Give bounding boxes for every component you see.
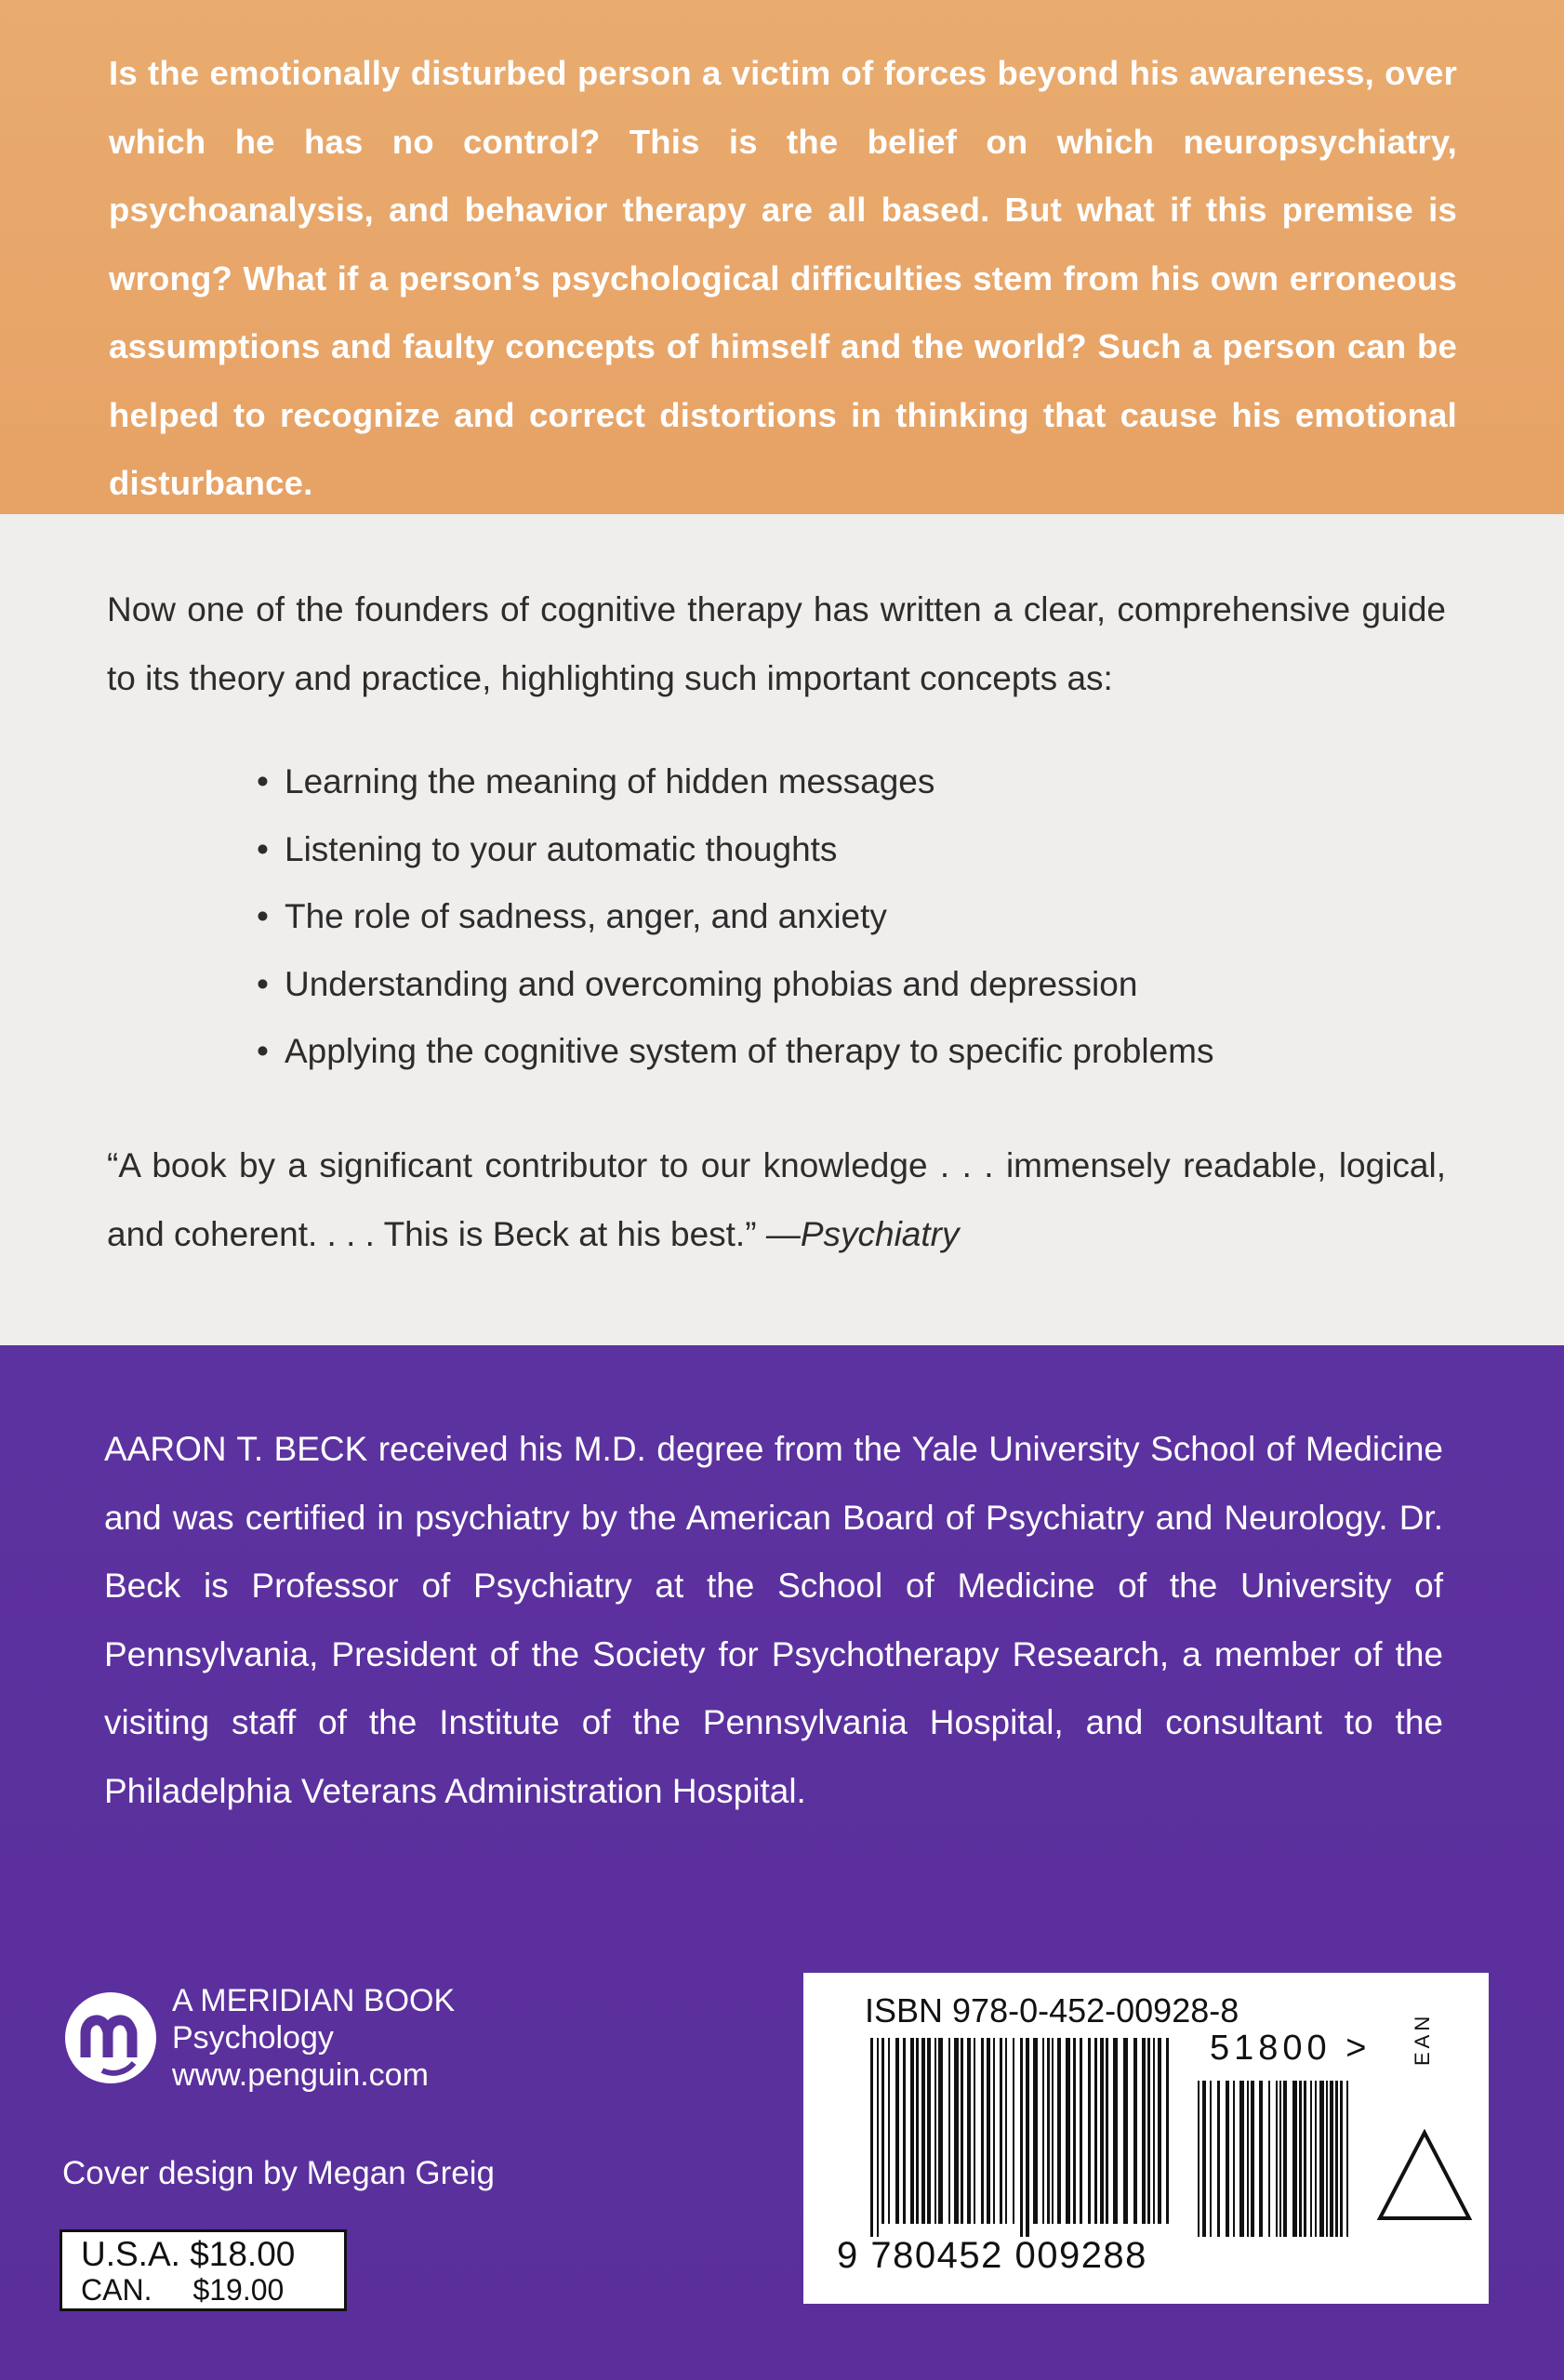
barcode-bar xyxy=(938,2038,943,2224)
barcode-bar xyxy=(1202,2081,1206,2237)
barcode-bar xyxy=(1094,2038,1097,2224)
barcode-bar xyxy=(903,2038,906,2224)
barcode-bar xyxy=(1335,2081,1338,2237)
ean-label: EAN xyxy=(1411,2012,1434,2066)
summary-section xyxy=(0,0,1564,514)
barcode-bar xyxy=(1330,2081,1333,2237)
imprint-name: A MERIDIAN BOOK xyxy=(172,1983,456,2018)
barcode-bar xyxy=(1057,2038,1061,2224)
price-box xyxy=(60,2229,347,2311)
barcode-bar xyxy=(1073,2038,1076,2224)
barcode-bar xyxy=(967,2038,971,2224)
barcode-bar xyxy=(1319,2081,1324,2237)
concept-list xyxy=(257,748,1214,1086)
barcode-box xyxy=(803,1973,1489,2304)
barcode-bar xyxy=(877,2038,879,2237)
barcode-bar xyxy=(1066,2038,1070,2224)
barcode-bar xyxy=(987,2038,990,2224)
barcode-bar xyxy=(1259,2081,1263,2237)
usa-price-amount: $18.00 xyxy=(190,2235,296,2273)
summary-text: Is the emotionally disturbed person a victim of forces beyond his awareness, over which he has no control? This is the belief on which neuropsychiatry, psychoanalysis, and behavior therapy are all based. But what if this premise is wrong? What if a person’s psychological difficulties stem from his own erroneous assumptions and faulty concepts of himself and the world? Such a person can be helped to recognize and correct distortions in thinking that cause his emotional disturbance. xyxy=(109,54,1457,502)
price-code: 51800 > xyxy=(1210,2029,1372,2068)
barcode-bar xyxy=(1020,2038,1023,2237)
barcode-bar xyxy=(1299,2081,1302,2237)
barcode-bar xyxy=(1147,2038,1150,2224)
quote-source: —Psychiatry xyxy=(765,1215,960,1253)
barcode-bar xyxy=(1283,2081,1287,2237)
barcode-bar xyxy=(1310,2081,1312,2237)
barcode-bar xyxy=(1013,2038,1014,2224)
barcode-bar xyxy=(1326,2081,1328,2237)
barcode-bar xyxy=(895,2038,899,2224)
publisher-category: Psychology xyxy=(172,2020,334,2056)
barcode-bar xyxy=(1247,2081,1249,2237)
barcode-bar xyxy=(921,2038,925,2224)
can-price-amount: $19.00 xyxy=(192,2273,285,2307)
list-item: • The role of sadness, anger, and anxiety xyxy=(257,883,1214,951)
barcode-bar xyxy=(934,2038,936,2224)
barcode-bar xyxy=(1123,2038,1128,2224)
barcode-bar xyxy=(916,2038,919,2224)
barcode-bar xyxy=(1106,2038,1108,2224)
barcode-bar xyxy=(1026,2038,1029,2237)
isbn-text: ISBN 978-0-452-00928-8 xyxy=(865,1991,1239,2030)
barcode-bar xyxy=(870,2038,873,2237)
usa-price xyxy=(81,2236,344,2273)
barcode-bar xyxy=(954,2038,959,2224)
barcode-bar xyxy=(948,2038,950,2224)
barcode-bar xyxy=(1276,2081,1278,2237)
cover-credit: Cover design by Megan Greig xyxy=(62,2155,495,2191)
barcode-bar xyxy=(1033,2038,1038,2224)
barcode-bar xyxy=(1217,2081,1220,2237)
barcode-bar xyxy=(1153,2038,1155,2224)
barcode-bar xyxy=(1340,2081,1343,2237)
barcode-bar xyxy=(1268,2081,1270,2237)
barcode-bar xyxy=(1233,2081,1235,2237)
barcode-bar xyxy=(1239,2081,1244,2237)
barcode-bar xyxy=(1088,2038,1091,2224)
publisher-website: www.penguin.com xyxy=(172,2057,429,2093)
barcode-bar xyxy=(961,2038,963,2224)
barcode-digits: 9 780452 009288 xyxy=(837,2235,1147,2276)
barcode-bar xyxy=(1166,2038,1169,2224)
barcode-bar xyxy=(1226,2081,1229,2237)
barcode-bar xyxy=(1133,2038,1137,2224)
barcode-bar xyxy=(974,2038,975,2224)
can-price xyxy=(81,2273,344,2307)
barcode-bar xyxy=(927,2038,931,2224)
publisher-info xyxy=(172,1982,455,2094)
barcode-bar xyxy=(1142,2038,1146,2224)
barcode-bar xyxy=(1042,2038,1044,2224)
description-section xyxy=(0,514,1564,1345)
barcode-bar xyxy=(1005,2038,1007,2224)
barcode-bar xyxy=(1100,2038,1104,2224)
barcode-bar xyxy=(1210,2081,1212,2237)
barcode-bar xyxy=(1292,2081,1297,2237)
barcode-bar xyxy=(910,2038,914,2224)
barcode-bar xyxy=(1047,2038,1050,2224)
barcode-bar xyxy=(1315,2081,1317,2237)
barcode-bar xyxy=(1080,2038,1082,2224)
list-item: • Understanding and overcoming phobias and depression xyxy=(257,951,1214,1019)
list-item: • Applying the cognitive system of therapy to specific problems xyxy=(257,1018,1214,1086)
review-quote xyxy=(107,1131,1446,1269)
barcode-bar xyxy=(981,2038,984,2224)
quote-text: “A book by a significant contributor to our knowledge . . . immensely readable, logical, and coherent. . . . This is Beck at his best.” xyxy=(107,1146,1446,1253)
barcode-bar xyxy=(1279,2081,1281,2237)
barcode-bar xyxy=(1000,2038,1002,2224)
barcode-bar xyxy=(1251,2081,1254,2237)
barcode-bar xyxy=(1198,2081,1200,2237)
list-item: • Learning the meaning of hidden messages xyxy=(257,748,1214,816)
barcode-bar xyxy=(881,2038,884,2224)
barcode-bar xyxy=(888,2038,890,2224)
usa-price-label: U.S.A. xyxy=(81,2235,180,2273)
barcode-bar xyxy=(1052,2038,1054,2224)
barcode-bar xyxy=(1346,2081,1348,2237)
can-price-label: CAN. xyxy=(81,2273,152,2307)
meridian-m-logo-icon xyxy=(65,1992,156,2083)
barcode-bar xyxy=(1304,2081,1306,2237)
barcode-bar xyxy=(993,2038,995,2224)
triangle-icon xyxy=(1376,2129,1473,2222)
author-bio: AARON T. BECK received his M.D. degree from the Yale University School of Medicine and was certified in psychiatry by the American Board of Psychiatry and Neurology. Dr. Beck is Professor of Psychiatry at the School of Medicine of the University of Pennsylvania, President of the Society for Psychotherapy Research, a member of the visiting staff of the Institute of the Pennsylvania Hospital, and consultant to the Philadelphia Veterans Administration Hospital. xyxy=(104,1430,1443,1810)
intro-text: Now one of the founders of cognitive therapy has written a clear, comprehensive guide to its theory and practice, highlighting such important concepts as: xyxy=(107,590,1446,697)
barcode-bar xyxy=(1113,2038,1118,2224)
barcode-bar xyxy=(1158,2038,1161,2224)
list-item: • Listening to your automatic thoughts xyxy=(257,816,1214,884)
